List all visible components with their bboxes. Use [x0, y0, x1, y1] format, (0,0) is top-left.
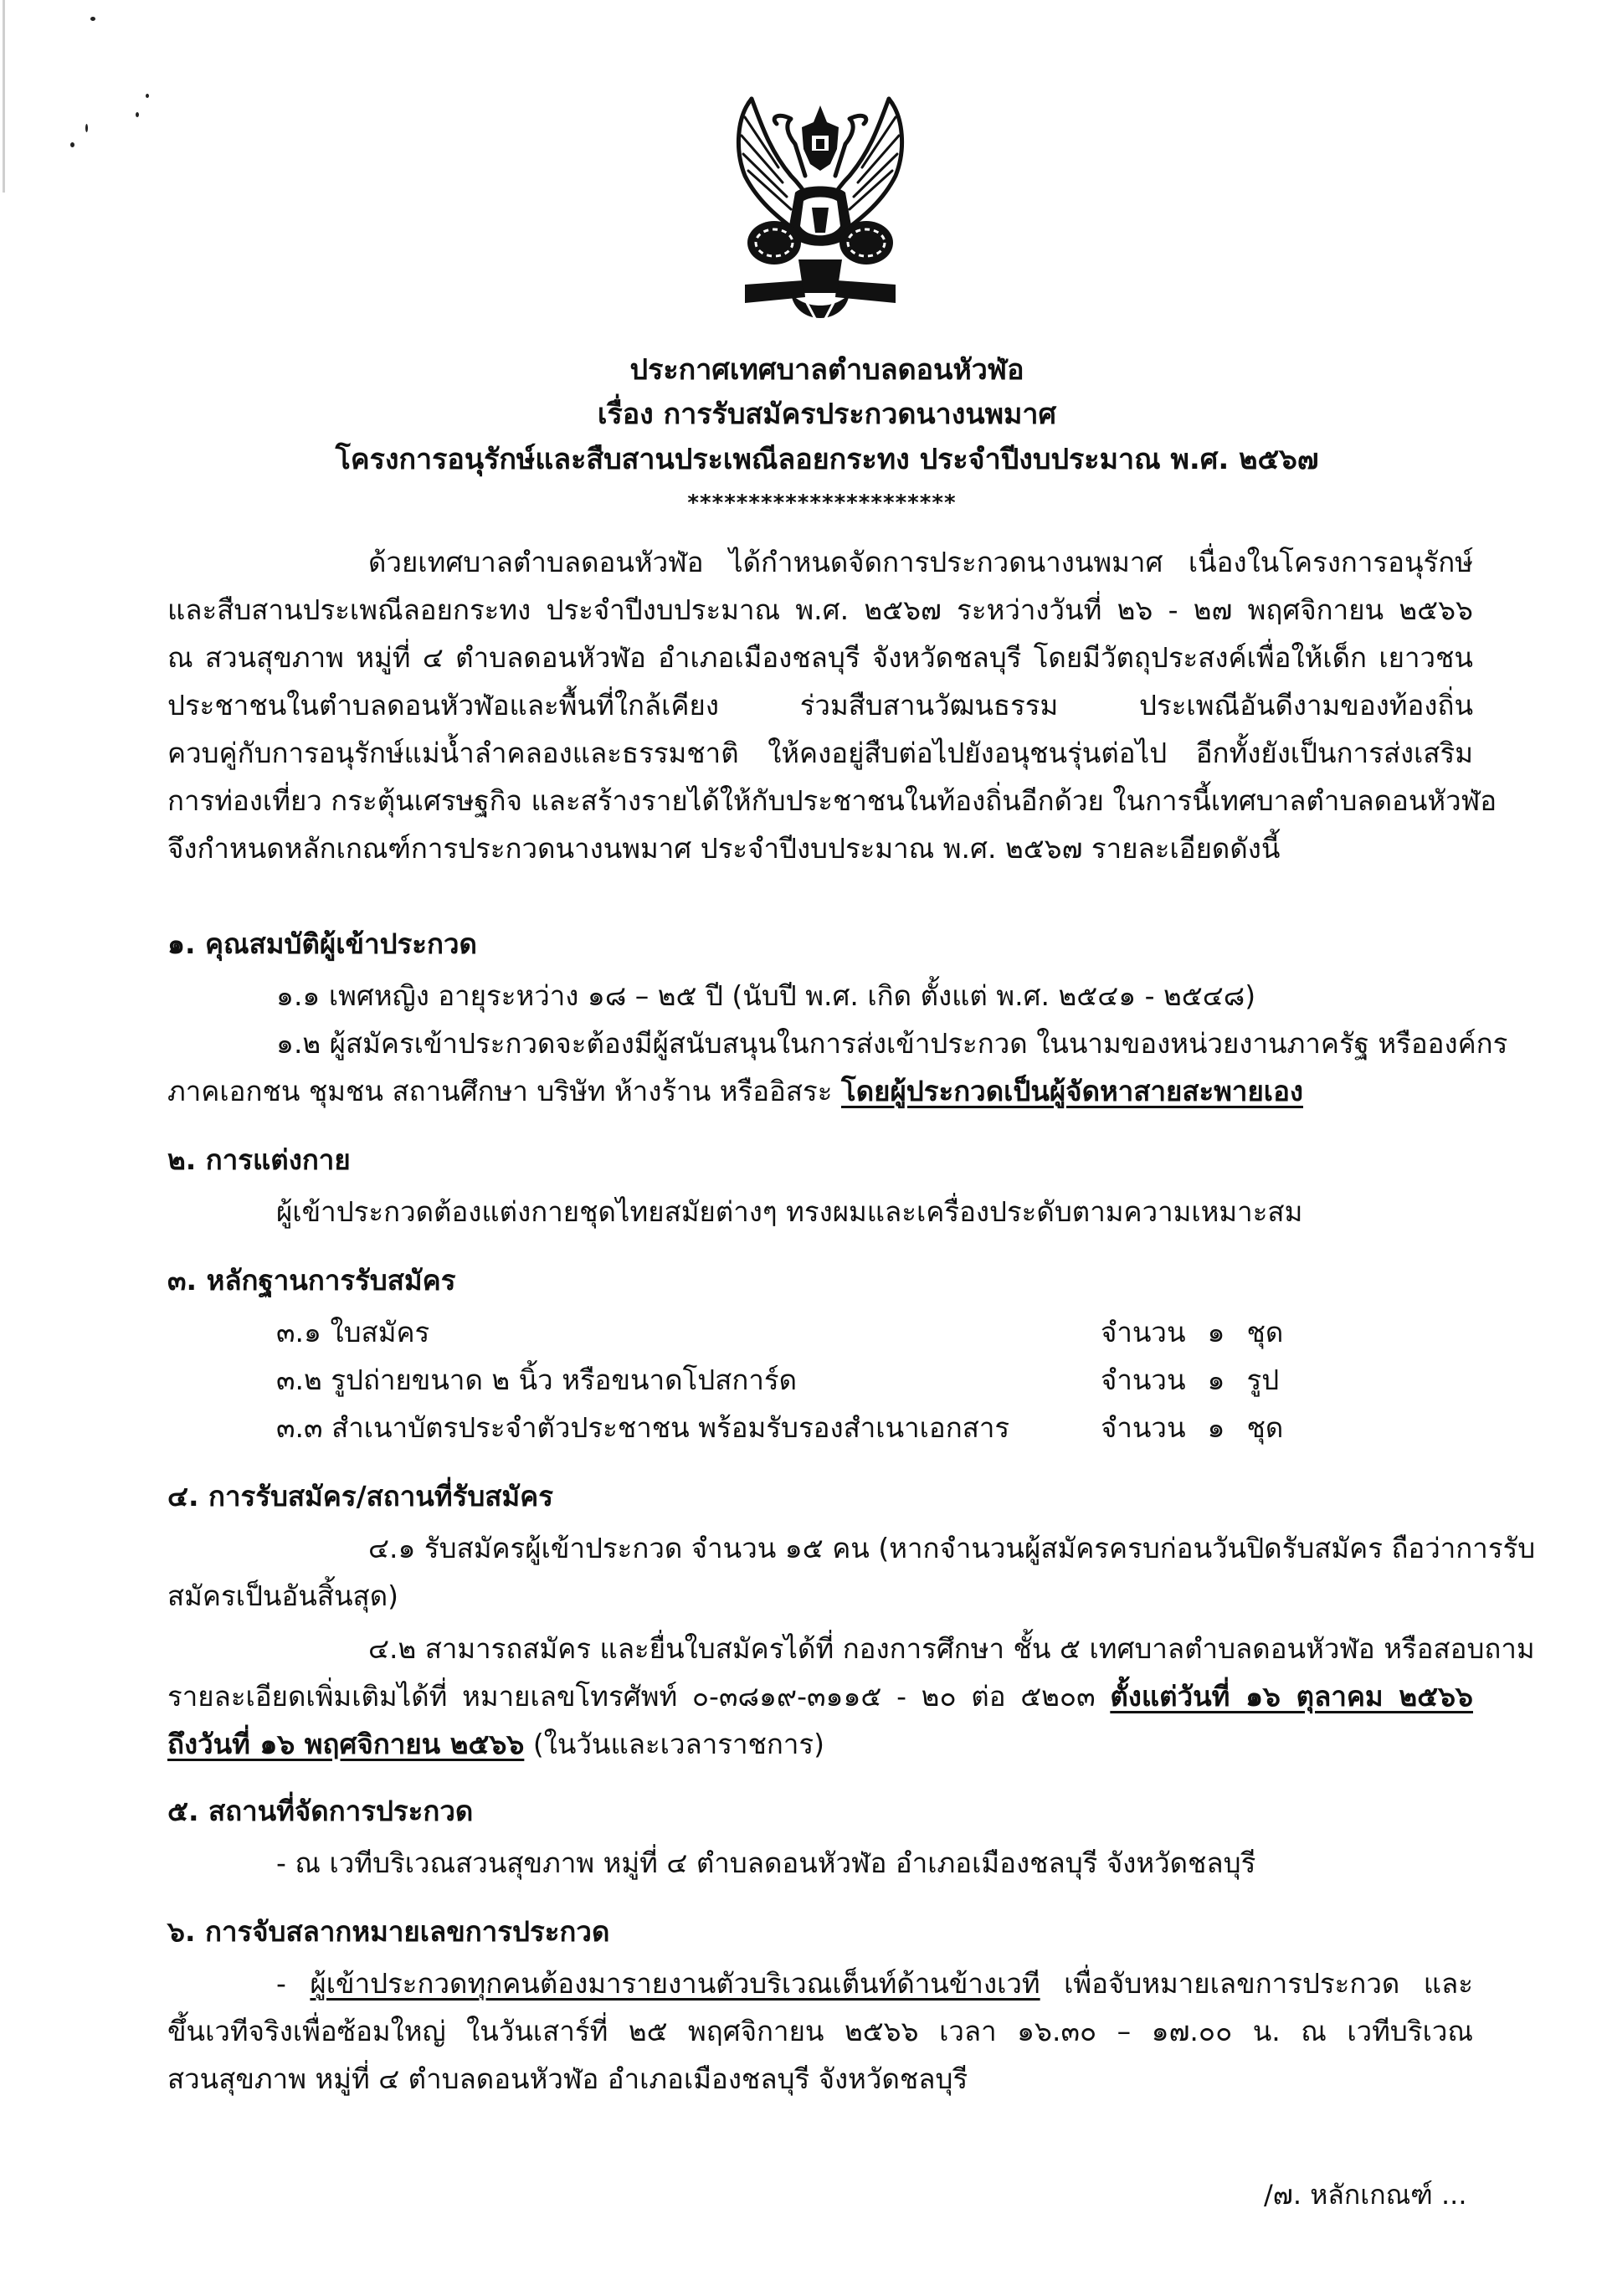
intro-line: การท่องเที่ยว กระตุ้นเศรษฐกิจ และสร้างรายได้ให้กับประชาชนในท้องถิ่นอีกด้วย ในการนี้เทศบาลตำบลดอนหัวฬ่อ: [167, 784, 1497, 817]
section-4-item-2-line-2: [167, 1677, 1473, 1717]
section-4-heading: ๔. การรับสมัคร/สถานที่รับสมัคร: [167, 1480, 553, 1513]
quantity-unit: รูป: [1246, 1364, 1280, 1396]
section-6-line-2: ขึ้นเวทีจริงเพื่อซ้อมใหญ่ ในวันเสาร์ที่ ๒๕ พฤศจิกายน ๒๕๖๖ เวลา ๑๖.๓๐ – ๑๗.๐๐ น. ณ เวทีบริเวณ: [167, 2015, 1473, 2047]
scan-speck: [146, 94, 149, 98]
intro-line: ด้วยเทศบาลตำบลดอนหัวฬ่อ ได้กำหนดจัดการประกวดนางนพมาศ เนื่องในโครงการอนุรักษ์: [368, 546, 1473, 578]
continuation-note: /๗. หลักเกณฑ์ ...: [1264, 2179, 1467, 2211]
application-start-date: ตั้งแต่วันที่ ๑๖ ตุลาคม ๒๕๖๖: [1110, 1680, 1473, 1713]
scan-speck: [136, 112, 139, 117]
section-4-item-1-line-2: สมัครเป็นอันสิ้นสุด): [167, 1579, 399, 1612]
scan-speck: [90, 17, 95, 21]
garuda-emblem-icon: [711, 84, 929, 335]
section-4-item-2-line-3: [167, 1724, 1473, 1764]
sash-requirement-emphasis: โดยผู้ประกวดเป็นผู้จัดหาสายสะพายเอง: [840, 1075, 1304, 1107]
title-separator: **********************: [687, 491, 957, 516]
scan-speck: [70, 142, 74, 147]
intro-line: ควบคู่กับการอนุรักษ์แม่น้ำลำคลองและธรรมชาติ ให้คงอยู่สืบต่อไปยังอนุชนรุ่นต่อไป อีกทั้งยังเป็นการส่งเสริม: [167, 737, 1473, 769]
evidence-label: ๓.๓ สำเนาบัตรประจำตัวประชาชน พร้อมรับรองสำเนาเอกสาร: [276, 1411, 1010, 1444]
quantity-unit: ชุด: [1246, 1411, 1284, 1444]
evidence-label: ๓.๑ ใบสมัคร: [276, 1316, 430, 1348]
section-3-heading: ๓. หลักฐานการรับสมัคร: [167, 1264, 456, 1297]
quantity-word: จำนวน: [1101, 1316, 1186, 1348]
scan-edge-artifact: [3, 0, 5, 193]
bullet-dash: -: [276, 1967, 311, 2000]
intro-line: ประชาชนในตำบลดอนหัวฬ่อและพื้นที่ใกล้เคียง ร่วมสืบสานวัฒนธรรม ประเพณีอันดีงามของท้องถิ่น: [167, 689, 1473, 722]
evidence-quantity: [1101, 1408, 1305, 1448]
quantity-value: ๑: [1207, 1411, 1225, 1444]
section-2-body: ผู้เข้าประกวดต้องแต่งกายชุดไทยสมัยต่างๆ ทรงผมและเครื่องประดับตามความเหมาะสม: [276, 1195, 1303, 1228]
intro-line: จึงกำหนดหลักเกณฑ์การประกวดนางนพมาศ ประจำปีงบประมาณ พ.ศ. ๒๕๖๗ รายละเอียดดังนี้: [167, 832, 1281, 865]
section-1-item-2-line-1: ๑.๒ ผู้สมัครเข้าประกวดจะต้องมีผู้สนับสนุนในการส่งเข้าประกวด ในนามของหน่วยงานภาครัฐ หรือองค์กร: [276, 1027, 1508, 1060]
section-1-item-1: ๑.๑ เพศหญิง อายุระหว่าง ๑๘ – ๒๕ ปี (นับปี พ.ศ. เกิด ตั้งแต่ พ.ศ. ๒๕๔๑ - ๒๕๔๘): [276, 979, 1256, 1012]
announcement-subject: เรื่อง การรับสมัครประกวดนางนพมาศ: [597, 398, 1057, 431]
contact-phone-text: รายละเอียดเพิ่มเติมได้ที่ หมายเลขโทรศัพท์ ๐-๓๘๑๙-๓๑๑๕ - ๒๐ ต่อ ๕๒๐๓: [167, 1680, 1111, 1713]
intro-line: และสืบสานประเพณีลอยกระทง ประจำปีงบประมาณ พ.ศ. ๒๕๖๗ ระหว่างวันที่ ๒๖ - ๒๗ พฤศจิกายน ๒๕๖๖: [167, 593, 1473, 626]
quantity-word: จำนวน: [1101, 1411, 1186, 1444]
office-hours-note: (ในวันและเวลาราชการ): [524, 1728, 825, 1760]
quantity-unit: ชุด: [1246, 1316, 1284, 1348]
quantity-value: ๑: [1207, 1364, 1225, 1396]
announcement-title: ประกาศเทศบาลตำบลดอนหัวฬ่อ: [629, 353, 1024, 387]
section-1-heading: ๑. คุณสมบัติผู้เข้าประกวด: [167, 927, 477, 960]
section-5-heading: ๕. สถานที่จัดการประกวด: [167, 1795, 474, 1827]
section-2-heading: ๒. การแต่งกาย: [167, 1143, 351, 1176]
section-5-body: - ณ เวทีบริเวณสวนสุขภาพ หมู่ที่ ๔ ตำบลดอนหัวฬ่อ อำเภอเมืองชลบุรี จังหวัดชลบุรี: [276, 1847, 1256, 1879]
section-6-line-3: สวนสุขภาพ หมู่ที่ ๔ ตำบลดอนหัวฬ่อ อำเภอเมืองชลบุรี จังหวัดชลบุรี: [167, 2062, 968, 2095]
report-in-requirement: ผู้เข้าประกวดทุกคนต้องมารายงานตัวบริเวณเต็นท์ด้านข้างเวที: [310, 1967, 1040, 2000]
section-6-line-1: [276, 1964, 1473, 2004]
scan-speck: [85, 124, 88, 132]
section-6-line-1-rest: เพื่อจับหมายเลขการประกวด และ: [1040, 1967, 1473, 2000]
section-1-item-2-line-2: [167, 1071, 1473, 1112]
section-4-item-1-line-1: ๔.๑ รับสมัครผู้เข้าประกวด จำนวน ๑๕ คน (หากจำนวนผู้สมัครครบก่อนวันปิดรับสมัคร ถือว่าการรับ: [368, 1532, 1536, 1564]
quantity-word: จำนวน: [1101, 1364, 1186, 1396]
announcement-project: โครงการอนุรักษ์และสืบสานประเพณีลอยกระทง ประจำปีงบประมาณ พ.ศ. ๒๕๖๗: [335, 443, 1319, 476]
section-6-heading: ๖. การจับสลากหมายเลขการประกวด: [167, 1915, 610, 1948]
section-1-item-2-text: ภาคเอกชน ชุมชน สถานศึกษา บริษัท ห้างร้าน หรืออิสระ: [167, 1075, 841, 1107]
evidence-quantity: [1101, 1312, 1305, 1353]
section-4-item-2-line-1: ๔.๒ สามารถสมัคร และยื่นใบสมัครได้ที่ กองการศึกษา ชั้น ๕ เทศบาลตำบลดอนหัวฬ่อ หรือสอบถาม: [368, 1632, 1535, 1665]
quantity-value: ๑: [1207, 1316, 1225, 1348]
evidence-quantity: [1101, 1360, 1301, 1400]
evidence-label: ๓.๒ รูปถ่ายขนาด ๒ นิ้ว หรือขนาดโปสการ์ด: [276, 1364, 798, 1396]
application-end-date: ถึงวันที่ ๑๖ พฤศจิกายน ๒๕๖๖: [167, 1728, 525, 1760]
intro-line: ณ สวนสุขภาพ หมู่ที่ ๔ ตำบลดอนหัวฬ่อ อำเภอเมืองชลบุรี จังหวัดชลบุรี โดยมีวัตถุประสงค์เพื่อให้เด็ก เยาวชน: [167, 641, 1473, 674]
